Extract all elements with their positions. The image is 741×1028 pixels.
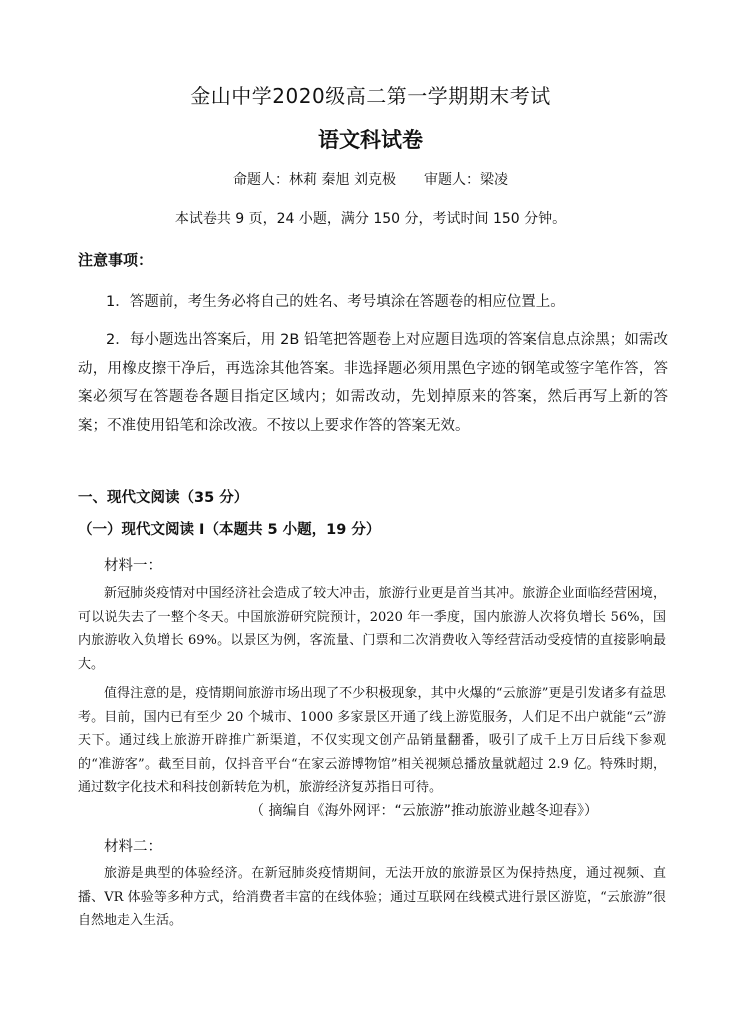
section-heading: 一、现代文阅读（35 分）: [78, 490, 249, 506]
material-2-paragraph: 旅游是典型的体验经济。在新冠肺炎疫情期间，无法开放的旅游景区为保持热度，通过视频、直播、VR 体验等多种方式，给消费者丰富的在线体验；通过互联网在线模式进行景区游览，“云旅游”很自然地走入生活。: [78, 866, 666, 928]
material-1-paragraph: 新冠肺炎疫情对中国经济社会造成了较大冲击，旅游行业更是首当其冲。旅游企业面临经营困境，可以说失去了一整个冬天。中国旅游研究院预计，2020 年一季度，国内旅游人次将负增长 56%，国内旅游收入负增长 69%。以景区为例，客流量、门票和二次消费收入等经营活动受疫情的直接影响最大。: [78, 586, 666, 672]
exam-info: 本试卷共 9 页，24 小题，满分 150 分，考试时间 150 分钟。: [174, 211, 567, 227]
material-2-label: 材料二：: [104, 839, 162, 855]
notice-heading: 注意事项：: [78, 251, 154, 269]
setters-label: 命题人：林莉 秦旭 刘克极: [233, 172, 396, 188]
material-1-label: 材料一：: [104, 558, 162, 574]
notice-item-1: 1．答题前，考生务必将自己的姓名、考号填涂在答题卷的相应位置上。: [106, 294, 565, 310]
sub-section-heading: （一）现代文阅读 I（本题共 5 小题，19 分）: [78, 522, 381, 538]
setters-line: [0, 169, 741, 189]
material-1-paragraph: 值得注意的是，疫情期间旅游市场出现了不少积极现象，其中火爆的“云旅游”更是引发诸多有益思考。目前，国内已有至少 20 个城市、1000 多家景区开通了线上游览服务，人们足不出户就能“云”游天下。通过线上旅游开辟推广新渠道，不仅实现文创产品销量翻番，吸引了成千上万日后线下参观的“准游客”。截至目前，仅抖音平台“在家云游博物馆”相关视频总播放量就超过 2.9 亿。特殊时期，通过数字化技术和科技创新转危为机，旅游经济复苏指日可待。: [78, 686, 666, 795]
exam-title: 金山中学2020级高二第一学期期末考试: [190, 84, 551, 108]
exam-subtitle: 语文科试卷: [318, 128, 423, 152]
material-1-source: （ 摘编自《海外网评：“云旅游”推动旅游业越冬迎春》）: [250, 803, 598, 819]
reviewer-label: 审题人：梁凌: [423, 172, 508, 188]
notice-item-2: 2．每小题选出答案后，用 2B 铅笔把答题卷上对应题目选项的答案信息点涂黑；如需改动，用橡皮擦干净后，再选涂其他答案。非选择题必须用黑色字迹的钢笔或签字笔作答，答案必须写在答题卷各题目指定区域内；如需改动，先划掉原来的答案，然后再写上新的答案；不准使用铅笔和涂改液。不按以上要求作答的答案无效。: [78, 332, 668, 434]
